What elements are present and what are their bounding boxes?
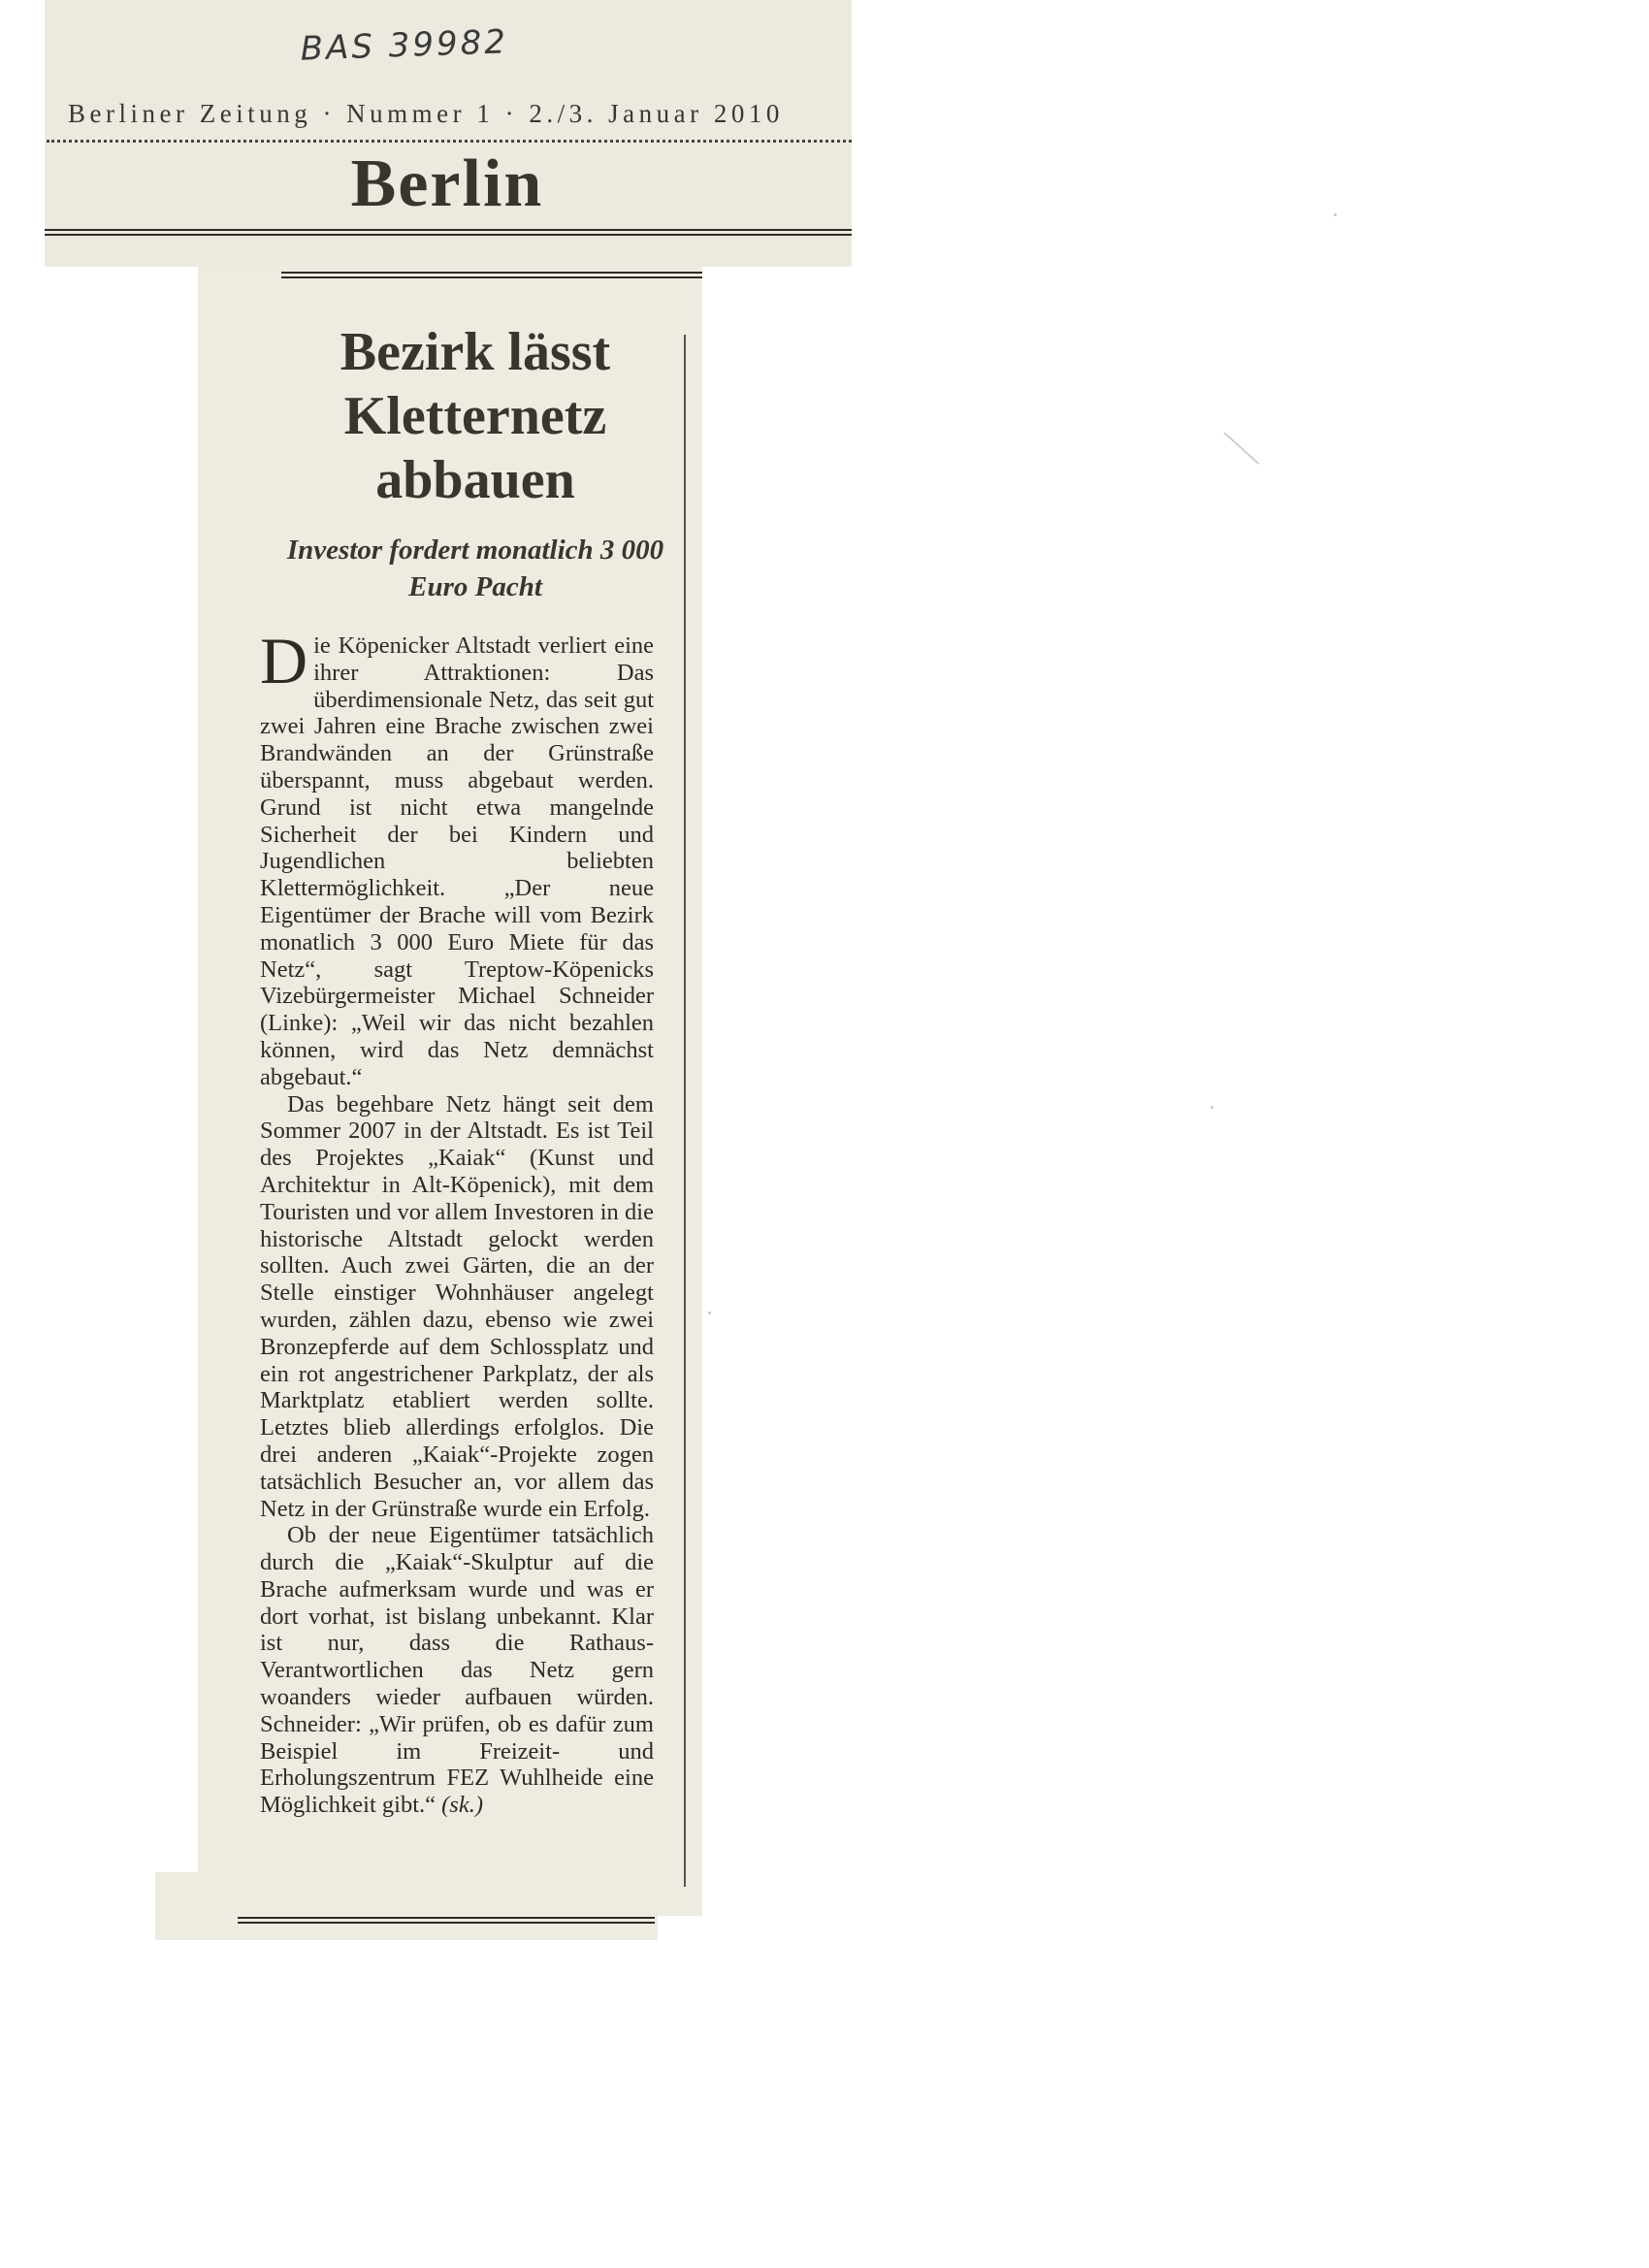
article-body xyxy=(260,624,654,1819)
article-bottom-double-rule xyxy=(238,1917,655,1924)
scan-speck xyxy=(708,1312,711,1314)
masthead-dotted-rule xyxy=(47,140,852,143)
article-paragraph: Das begehbare Netz hängt seit dem Sommer 2007 in der Altstadt. Es ist Teil des Projektes „Kaiak“ (Kunst und Architektur in Alt-Köpenick), mit dem Touristen und vor allem Investoren in die historische Altstadt gelockt werden sollten. Auch zwei Gärten, die an der Stelle einstiger Wohnhäuser angelegt wurden, zählen dazu, ebenso wie zwei Bronzepferde auf dem Schlossplatz und ein rot angestrichener Parkplatz, der als Marktplatz etabliert werden sollte. Letztes blieb allerdings erfolglos. Die drei anderen „Kaiak“-Projekte zogen tatsächlich Besucher an, vor allem das Netz in der Grünstraße wurde ein Erfolg. xyxy=(260,1090,654,1522)
article-paragraph-text: Ob der neue Eigentümer tatsächlich durch die „Kaiak“-Skulptur auf die Brache aufmerksam wurde und was er dort vorhat, ist bislang unbekannt. Klar ist nur, dass die Rathaus-Verantwortlichen das Netz gern woanders wieder aufbauen würden. Schneider: „Wir prüfen, ob es dafür zum Beispiel im Freizeit- und Erholungszentrum FEZ Wuhlheide eine Möglichkeit gibt.“ xyxy=(260,1522,654,1819)
newspaper-masthead: Berliner Zeitung · Nummer 1 · 2./3. Januar 2010 xyxy=(68,99,784,128)
article-top-double-rule xyxy=(281,272,702,278)
section-double-rule xyxy=(45,229,852,236)
scan-artifact-line xyxy=(1223,432,1259,465)
scan-speck xyxy=(1334,213,1337,216)
scan-speck xyxy=(1211,1106,1213,1109)
article-paragraph xyxy=(260,1522,654,1819)
article-subheadline: Investor fordert monatlich 3 000 Euro Pacht xyxy=(286,535,664,602)
article-headline: Bezirk lässt Kletternetz abbauen xyxy=(340,322,611,510)
drop-cap: D xyxy=(260,624,308,697)
clipping-article-paper-bottom xyxy=(155,1872,658,1940)
handwritten-archive-number: BAS 39982 xyxy=(300,22,509,69)
section-title: Berlin xyxy=(350,146,544,221)
article-paragraph-text: ie Köpenicker Altstadt verliert eine ihrer Attraktionen: Das überdimensionale Netz, das seit gut zwei Jahren eine Brache zwischen zwei Brandwänden an der Grünstraße überspannt, muss abgebaut werden. Grund ist nicht etwa mangelnde Sicherheit der bei Kindern und Jugendlichen beliebten Klettermöglichkeit. „Der neue Eigentümer der Brache will vom Bezirk monatlich 3 000 Euro Miete für das Netz“, sagt Treptow-Köpenicks Vizebürgermeister Michael Schneider (Linke): „Weil wir das nicht bezahlen können, wird das Netz demnächst abgebaut.“ xyxy=(260,632,654,1090)
author-signature: (sk.) xyxy=(441,1792,483,1819)
article-paragraph xyxy=(260,624,654,1091)
